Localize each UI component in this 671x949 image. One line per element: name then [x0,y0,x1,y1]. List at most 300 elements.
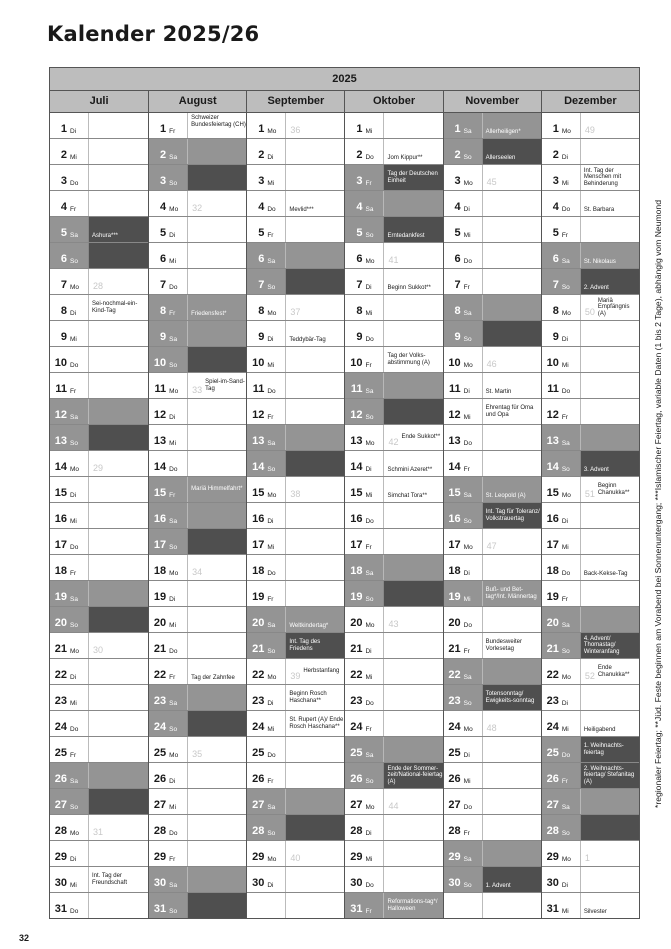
day-number: 26 [350,773,363,785]
weekday-abbr: So [561,466,570,473]
month-header-oktober: Oktober [344,91,442,113]
footnote-vertical [648,68,668,940]
day-cell [345,737,442,763]
day-label [247,529,285,554]
day-label [542,113,580,138]
month-column [344,113,442,918]
event-area [285,685,344,710]
day-label [444,321,482,346]
weekday-abbr: Di [70,856,77,863]
day-number: 12 [448,409,461,421]
day-label [542,633,580,658]
weekday-abbr: Mi [561,726,569,733]
day-cell [542,659,639,685]
day-label [542,139,580,164]
day-number: 7 [258,279,265,291]
event-area [187,191,246,216]
day-label [247,867,285,892]
weekday-abbr: Sa [70,232,78,239]
day-cell [50,581,148,607]
day-cell [542,113,639,139]
day-cell [444,789,541,815]
weekday-abbr: Di [561,518,568,525]
day-label [345,243,383,268]
day-number: 27 [153,799,167,811]
event-area [580,659,639,684]
day-cell [345,165,442,191]
day-label [444,529,482,554]
day-number: 12 [153,409,167,421]
day-number: 25 [153,747,167,759]
event-area [580,711,639,736]
day-number: 13 [448,435,461,447]
weekday-abbr: Do [365,700,374,707]
event-area [580,555,639,580]
weekday-abbr: Fr [169,310,176,317]
day-label [149,633,187,658]
day-label [542,165,580,190]
day-label [50,893,88,918]
day-label [542,685,580,710]
event-area [580,581,639,606]
event-area [187,399,246,424]
month-column [443,113,541,918]
weekday-abbr: Mi [70,882,77,889]
day-label [345,685,383,710]
day-cell [149,477,246,503]
day-cell [444,217,541,243]
day-cell [149,867,246,893]
day-number: 21 [350,643,363,655]
weekday-abbr: Mo [169,388,179,395]
day-cell [149,347,246,373]
event-area [187,113,246,138]
day-label [444,633,482,658]
event-area [482,815,541,840]
weekday-abbr: Mi [267,544,275,551]
day-label [542,789,580,814]
day-label [444,425,482,450]
day-number: 5 [160,227,167,239]
day-number: 6 [552,253,559,265]
day-label [149,789,187,814]
event-area [285,581,344,606]
event-area [187,581,246,606]
weekday-abbr: Sa [70,778,78,785]
day-label [50,165,88,190]
event-area [187,217,246,242]
day-cell [542,269,639,295]
day-number: 6 [160,253,167,265]
day-cell [247,191,344,217]
event-area [482,373,541,398]
weekday-abbr: Sa [561,804,570,811]
day-cell [247,581,344,607]
event-area [285,477,344,502]
weekday-abbr: Do [561,388,571,395]
day-label [542,243,580,268]
weekday-abbr: So [267,466,276,473]
weekday-abbr: Di [267,154,274,161]
event-area [383,425,442,450]
day-number: 27 [54,799,67,811]
day-cell [247,659,344,685]
event-area [187,139,246,164]
day-label [50,789,88,814]
day-number: 21 [546,643,559,655]
day-number: 18 [350,565,363,577]
week-number: 1 [584,853,590,863]
weekday-abbr: Di [365,830,372,837]
day-number: 2 [60,149,67,161]
day-cell [444,425,541,451]
weekday-abbr: Sa [169,700,178,707]
weekday-abbr: So [365,232,374,239]
day-number: 14 [350,461,363,473]
weekday-abbr: Fr [267,596,274,603]
day-number: 8 [552,305,559,317]
weekday-abbr: Mi [365,674,373,681]
event-area [383,243,442,268]
day-cell [247,321,344,347]
event-area [88,321,148,346]
weekday-abbr: Sa [169,518,178,525]
event-area [482,451,541,476]
day-number: 9 [160,331,167,343]
event-label: Int. Tag der Freundschaft [92,873,128,886]
day-cell [345,113,442,139]
day-number: 16 [54,513,67,525]
event-area [285,555,344,580]
day-label [50,451,88,476]
weekday-abbr: Do [169,830,178,837]
day-cell [444,555,541,581]
day-label [247,321,285,346]
day-grid [50,113,639,918]
day-label [149,555,187,580]
weekday-abbr: Do [463,804,472,811]
event-area [88,789,148,814]
day-label [542,711,580,736]
day-number: 24 [546,721,559,733]
day-number: 9 [552,331,559,343]
day-label [345,581,383,606]
day-cell [247,373,344,399]
day-cell [247,477,344,503]
event-area [88,607,148,632]
day-label [345,139,383,164]
day-label [149,165,187,190]
weekday-abbr: Fr [463,830,470,837]
event-area [88,295,148,320]
week-number: 30 [93,645,104,655]
day-label [247,633,285,658]
weekday-abbr: Fr [561,232,568,239]
day-number: 27 [546,799,559,811]
day-label [444,789,482,814]
weekday-abbr: Di [561,882,568,889]
event-label: 2. Weihnachts-feiertag/ Stefanitag (A) [583,765,635,785]
day-label [149,425,187,450]
day-label [247,555,285,580]
event-area [580,347,639,372]
day-number: 21 [252,643,265,655]
day-label [50,659,88,684]
day-number: 20 [350,617,363,629]
day-cell [345,711,442,737]
day-label [247,477,285,502]
weekday-abbr: Do [169,284,178,291]
event-area [383,685,442,710]
event-area [482,321,541,346]
event-area [285,867,344,892]
event-area [580,139,639,164]
weekday-abbr: Fr [169,856,176,863]
weekday-abbr: Fr [267,232,274,239]
weekday-abbr: Di [267,700,274,707]
day-label [50,191,88,216]
weekday-abbr: Fr [169,128,176,135]
day-number: 4 [454,201,461,213]
week-number: 35 [192,749,203,759]
day-number: 20 [54,617,67,629]
day-number: 27 [448,799,461,811]
day-cell [444,243,541,269]
weekday-abbr: Mi [169,258,177,265]
day-number: 5 [258,227,265,239]
day-cell [247,347,344,373]
event-area [580,503,639,528]
weekday-abbr: Fr [365,908,372,915]
event-area [88,477,148,502]
week-number: 44 [388,801,399,811]
day-number: 25 [350,747,363,759]
event-label: Weltkindertag* [289,622,329,629]
day-number: 16 [252,513,265,525]
day-label [50,217,88,242]
day-cell [444,373,541,399]
day-cell [542,685,639,711]
day-cell [247,607,344,633]
weekday-abbr: So [365,778,374,785]
weekday-abbr: Di [267,882,274,889]
day-cell [345,893,442,918]
day-number: 22 [448,669,461,681]
event-area [88,243,148,268]
event-label: Schweizer Bundesfeiertag (CH) [191,115,246,128]
weekday-abbr: Fr [561,778,568,785]
day-cell [149,763,246,789]
day-number: 3 [356,175,363,187]
weekday-abbr: Fr [267,414,274,421]
event-label: 3. Advent [583,466,609,473]
weekday-abbr: Di [70,674,77,681]
weekday-abbr: Mo [169,752,179,759]
day-label [247,841,285,866]
weekday-abbr: Do [365,882,374,889]
day-label [50,139,88,164]
day-cell [444,503,541,529]
day-cell [247,451,344,477]
event-label: Simchat Tora** [387,492,428,499]
day-label [247,269,285,294]
event-area [580,529,639,554]
weekday-abbr: Sa [267,258,276,265]
day-label [50,529,88,554]
day-number: 11 [350,383,363,395]
event-area [88,139,148,164]
weekday-abbr: So [463,882,472,889]
day-label [345,269,383,294]
event-area [187,295,246,320]
day-number: 17 [252,539,265,551]
day-number: 30 [153,877,167,889]
event-area [580,867,639,892]
day-cell [345,477,442,503]
weekday-abbr: So [267,284,276,291]
event-label: Ende der Sommer-zeit/National-feiertag (A) [387,765,443,785]
day-cell [444,347,541,373]
day-label [149,867,187,892]
event-area [580,763,639,788]
weekday-abbr: Sa [463,128,472,135]
day-number: 25 [252,747,265,759]
day-label [149,451,187,476]
weekday-abbr: So [267,648,276,655]
day-cell [444,321,541,347]
day-number: 31 [54,903,67,915]
day-number: 15 [350,487,363,499]
event-area [482,217,541,242]
event-area [580,321,639,346]
day-cell [247,815,344,841]
day-label [542,373,580,398]
day-cell [247,165,344,191]
day-cell [247,763,344,789]
weekday-abbr: Di [365,284,372,291]
day-cell [542,399,639,425]
weekday-abbr: Fr [365,544,372,551]
day-cell [345,789,442,815]
day-number: 9 [454,331,461,343]
event-area [383,737,442,762]
weekday-abbr: Mi [169,440,177,447]
day-cell [542,503,639,529]
day-label [50,685,88,710]
weekday-abbr: Mi [561,180,569,187]
day-label [247,815,285,840]
weekday-abbr: Mo [561,492,571,499]
weekday-abbr: Fr [70,752,77,759]
day-cell [542,191,639,217]
day-number: 26 [546,773,559,785]
day-label [247,685,285,710]
event-area [580,269,639,294]
event-area [482,659,541,684]
day-label [247,243,285,268]
day-label [149,503,187,528]
day-label [345,529,383,554]
day-label [542,737,580,762]
weekday-abbr: Mi [267,362,275,369]
day-cell [50,893,148,918]
event-area [383,451,442,476]
event-label: Tag der Zahnfee [191,674,235,681]
weekday-abbr: Mo [267,128,277,135]
day-cell [444,451,541,477]
day-number: 25 [448,747,461,759]
event-label: Ashura*** [92,232,119,239]
event-area [88,425,148,450]
day-number: 29 [350,851,363,863]
event-area [482,113,541,138]
day-number: 14 [153,461,167,473]
weekday-abbr: Sa [169,336,178,343]
day-number: 30 [252,877,265,889]
day-cell [444,633,541,659]
day-number: 22 [350,669,363,681]
day-number: 13 [54,435,67,447]
day-number: 1 [454,123,461,135]
day-number: 28 [350,825,363,837]
weekday-abbr: Fr [463,648,470,655]
day-number: 1 [160,123,167,135]
weekday-abbr: So [70,440,78,447]
day-number: 18 [252,565,265,577]
weekday-abbr: Fr [561,414,568,421]
day-cell [542,607,639,633]
weekday-abbr: Sa [169,882,178,889]
day-label [50,503,88,528]
weekday-abbr: Sa [267,804,276,811]
day-number: 23 [448,695,461,707]
day-number: 6 [454,253,461,265]
weekday-abbr: Di [169,232,176,239]
event-area [482,867,541,892]
day-number: 19 [54,591,67,603]
event-area [187,711,246,736]
event-area [187,165,246,190]
weekday-abbr: Fr [561,596,568,603]
day-cell [542,321,639,347]
event-area [187,529,246,554]
day-cell [149,581,246,607]
day-cell [50,763,148,789]
weekday-abbr: Do [267,206,276,213]
day-cell [444,529,541,555]
day-number: 21 [54,643,67,655]
day-cell [149,191,246,217]
weekday-abbr: So [561,830,570,837]
event-area [383,581,442,606]
event-area [187,737,246,762]
day-number: 17 [448,539,461,551]
event-label: Int. Tag der Menschen mit Behinderung [583,167,622,187]
day-cell [149,139,246,165]
event-label: Int. Tag des Friedens [289,639,321,652]
day-number: 4 [258,201,265,213]
event-area [285,633,344,658]
day-cell [149,113,246,139]
day-cell [247,711,344,737]
weekday-abbr: Mi [365,492,373,499]
weekday-abbr: Di [561,700,568,707]
day-number: 5 [454,227,461,239]
weekday-abbr: Fr [169,674,176,681]
day-label [345,711,383,736]
day-cell [247,737,344,763]
event-area [383,503,442,528]
